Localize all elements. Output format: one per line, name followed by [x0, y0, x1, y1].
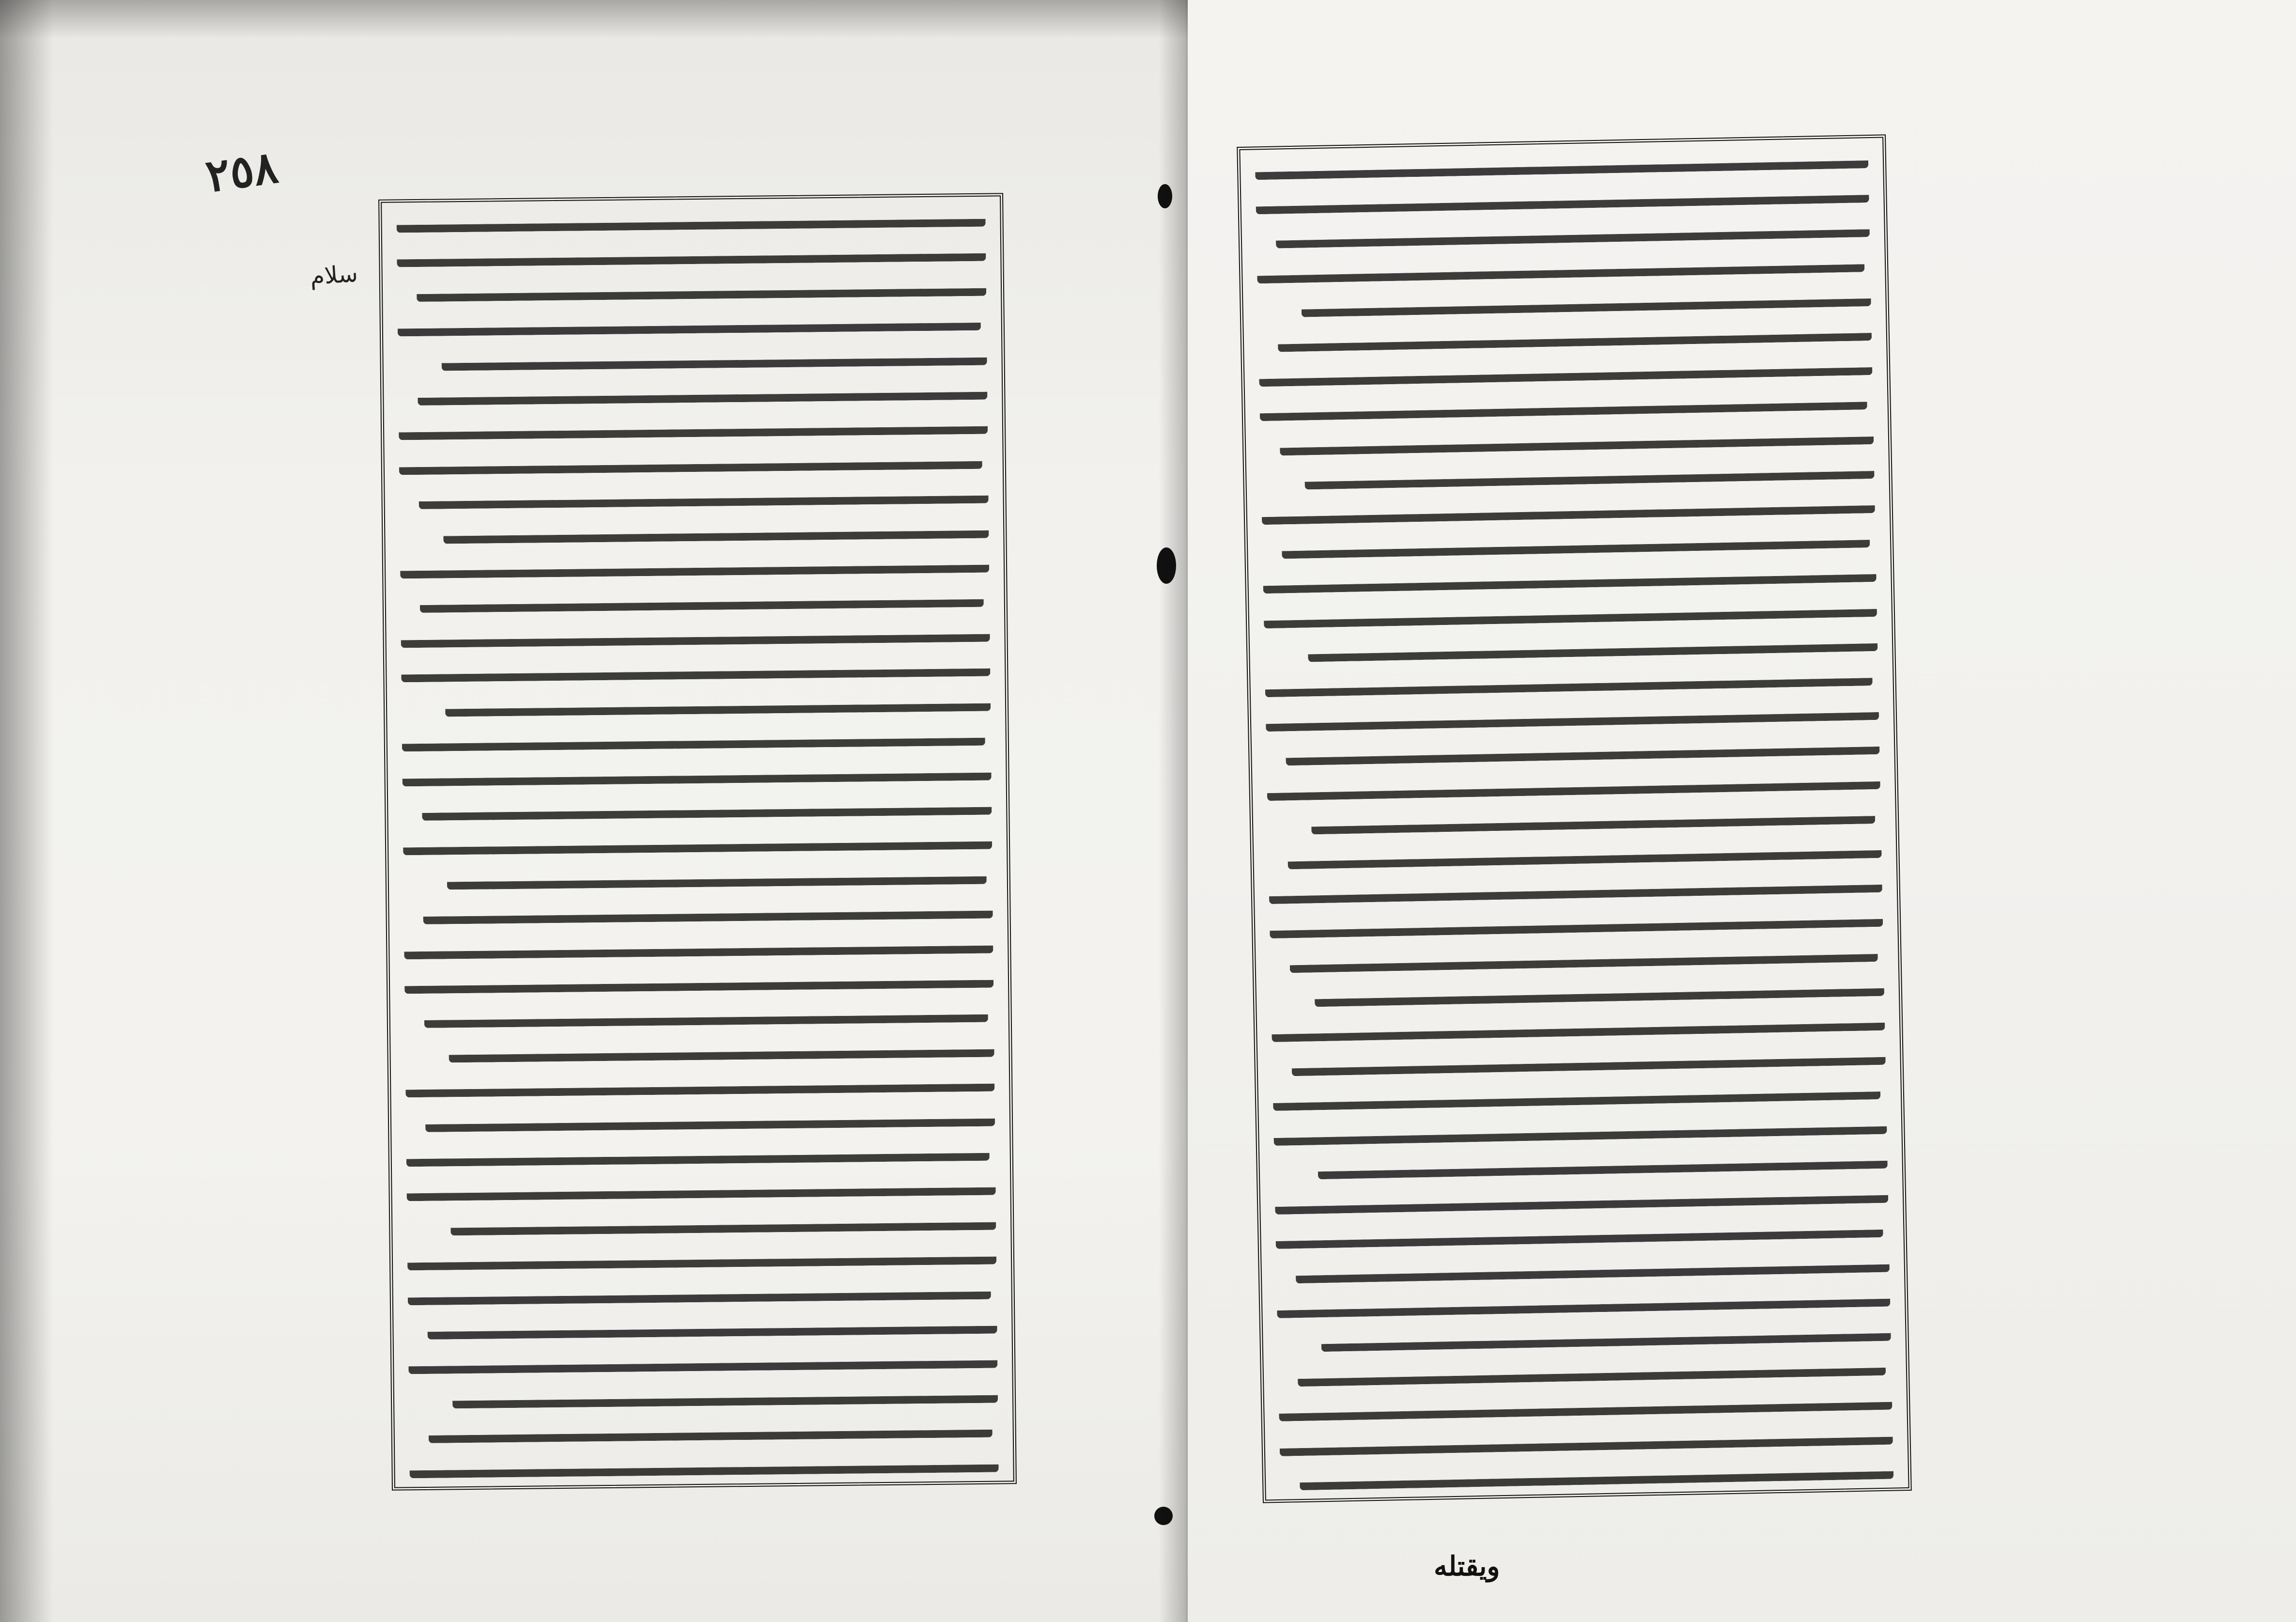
text-line [1259, 354, 1873, 387]
text-line [1263, 561, 1877, 593]
text-line [1282, 526, 1870, 559]
text-line [403, 828, 992, 856]
text-line [401, 621, 990, 648]
text-line [404, 967, 993, 994]
right-page [1188, 0, 2296, 1622]
text-line [429, 1416, 993, 1443]
text-line [1272, 1009, 1885, 1042]
right-text-block [1255, 147, 1894, 1491]
text-line [1266, 699, 1879, 732]
text-line [1321, 1320, 1891, 1352]
text-line [420, 586, 984, 613]
text-line [399, 413, 988, 440]
text-line [1270, 905, 1883, 938]
text-line [407, 1243, 996, 1271]
left-text-block [396, 205, 998, 1479]
text-line [396, 205, 985, 233]
text-line [1289, 940, 1878, 973]
text-line [404, 932, 993, 959]
text-line [408, 1347, 997, 1374]
text-line [1275, 216, 1870, 249]
text-line [1301, 285, 1871, 317]
right-text-frame [1237, 134, 1912, 1503]
text-line [417, 275, 986, 302]
text-line [1269, 871, 1882, 904]
text-line [1263, 595, 1877, 628]
text-line [406, 1174, 995, 1201]
text-line [1257, 250, 1865, 283]
text-line [1298, 1354, 1886, 1387]
text-line [447, 862, 987, 889]
text-line [419, 482, 988, 509]
text-line [1261, 492, 1875, 525]
text-line [450, 1208, 996, 1235]
text-line [1308, 630, 1878, 662]
text-line [398, 309, 981, 337]
text-line [449, 1035, 994, 1062]
text-line [1256, 181, 1869, 214]
text-line [400, 551, 989, 579]
text-line [406, 1139, 990, 1167]
text-line [422, 794, 992, 821]
text-line [1275, 1182, 1889, 1215]
text-line [1267, 768, 1880, 801]
text-line [402, 724, 985, 752]
text-line [1279, 1423, 1893, 1456]
margin-note: سلام [309, 260, 359, 291]
text-line [452, 1381, 998, 1408]
folio-number: ٢٥٨ [202, 140, 281, 203]
text-line [427, 1312, 997, 1340]
text-line [1286, 733, 1880, 766]
text-line [1288, 837, 1882, 870]
text-line [423, 897, 993, 924]
text-line [1277, 1285, 1891, 1318]
text-line [409, 1450, 998, 1478]
catchword: ويقتله [1434, 1550, 1500, 1582]
left-page-edge-shadow [0, 0, 53, 1622]
text-line [441, 343, 987, 371]
text-line [1311, 802, 1876, 834]
text-line [1318, 1147, 1888, 1180]
text-line [424, 1001, 988, 1028]
text-line [1255, 147, 1869, 180]
text-line [1304, 457, 1875, 490]
text-line [1259, 389, 1867, 421]
text-line [399, 448, 982, 475]
text-line [402, 759, 991, 786]
text-line [443, 516, 989, 544]
left-page-top-shadow [0, 0, 1196, 39]
text-line [1291, 1044, 1886, 1076]
text-line [405, 1070, 994, 1098]
text-line [397, 240, 986, 267]
text-line [418, 378, 987, 406]
text-line [408, 1278, 991, 1305]
text-line [1265, 664, 1873, 697]
text-line [1278, 319, 1872, 352]
text-line [425, 1105, 995, 1132]
text-line [401, 655, 990, 683]
text-line [1273, 1078, 1881, 1111]
text-line [1279, 1388, 1893, 1421]
text-line [1280, 423, 1874, 456]
text-line [1295, 1250, 1890, 1283]
text-line [1315, 975, 1885, 1007]
text-line [1273, 1112, 1887, 1145]
text-line [1275, 1216, 1883, 1249]
text-line [1300, 1457, 1894, 1490]
left-text-frame [378, 193, 1017, 1490]
text-line [445, 689, 991, 717]
